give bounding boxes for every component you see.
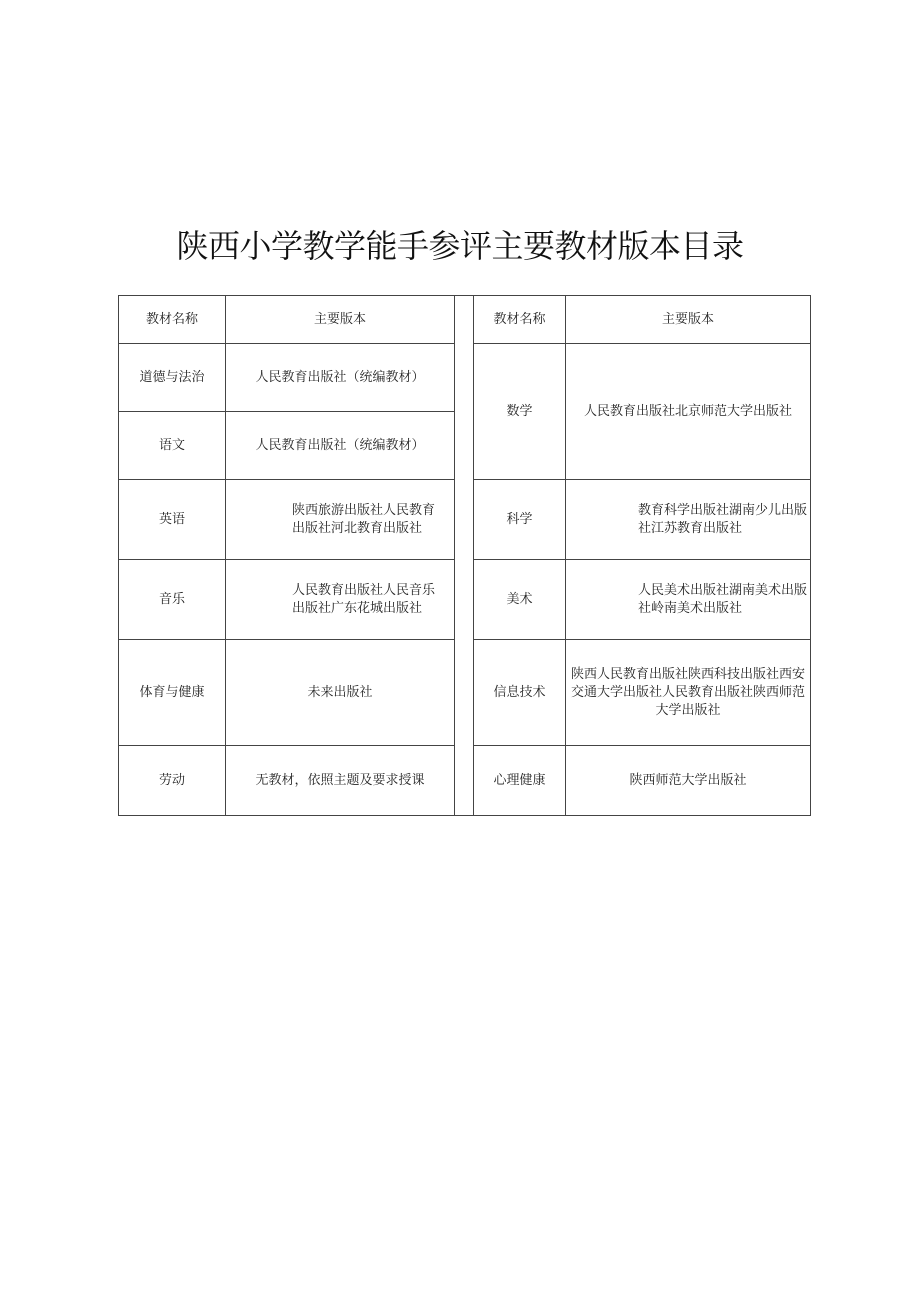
version-cell: 人民教育出版社（统编教材） (226, 344, 455, 412)
version-cell: 陕西师范大学出版社 (566, 746, 811, 816)
version-cell: 未来出版社 (226, 640, 455, 746)
subject-cell: 体育与健康 (119, 640, 226, 746)
subject-cell: 音乐 (119, 560, 226, 640)
subject-cell: 美术 (474, 560, 566, 640)
left-name-header: 教材名称 (119, 296, 226, 344)
subject-cell: 英语 (119, 480, 226, 560)
left-version-header: 主要版本 (226, 296, 455, 344)
subject-cell: 信息技术 (474, 640, 566, 746)
right-name-header: 教材名称 (474, 296, 566, 344)
subject-cell: 语文 (119, 412, 226, 480)
subject-cell: 数学 (474, 344, 566, 480)
version-cell: 无教材，依照主题及要求授课 (226, 746, 455, 816)
page-title: 陕西小学教学能手参评主要教材版本目录 (176, 227, 744, 265)
subject-cell: 心理健康 (474, 746, 566, 816)
textbook-version-table (118, 295, 811, 816)
version-cell: 人民美术出版社湖南美术出版社岭南美术出版社 (566, 560, 811, 640)
subject-cell: 劳动 (119, 746, 226, 816)
version-cell: 陕西旅游出版社人民教育出版社河北教育出版社 (226, 480, 455, 560)
version-cell: 陕西人民教育出版社陕西科技出版社西安交通大学出版社人民教育出版社陕西师范大学出版社 (566, 640, 811, 746)
version-cell: 教育科学出版社湖南少儿出版社江苏教育出版社 (566, 480, 811, 560)
subject-cell: 道德与法治 (119, 344, 226, 412)
column-gap (455, 296, 474, 816)
version-cell: 人民教育出版社北京师范大学出版社 (566, 344, 811, 480)
version-cell: 人民教育出版社人民音乐出版社广东花城出版社 (226, 560, 455, 640)
right-version-header: 主要版本 (566, 296, 811, 344)
version-cell: 人民教育出版社（统编教材） (226, 412, 455, 480)
table-header-row (119, 296, 811, 344)
subject-cell: 科学 (474, 480, 566, 560)
